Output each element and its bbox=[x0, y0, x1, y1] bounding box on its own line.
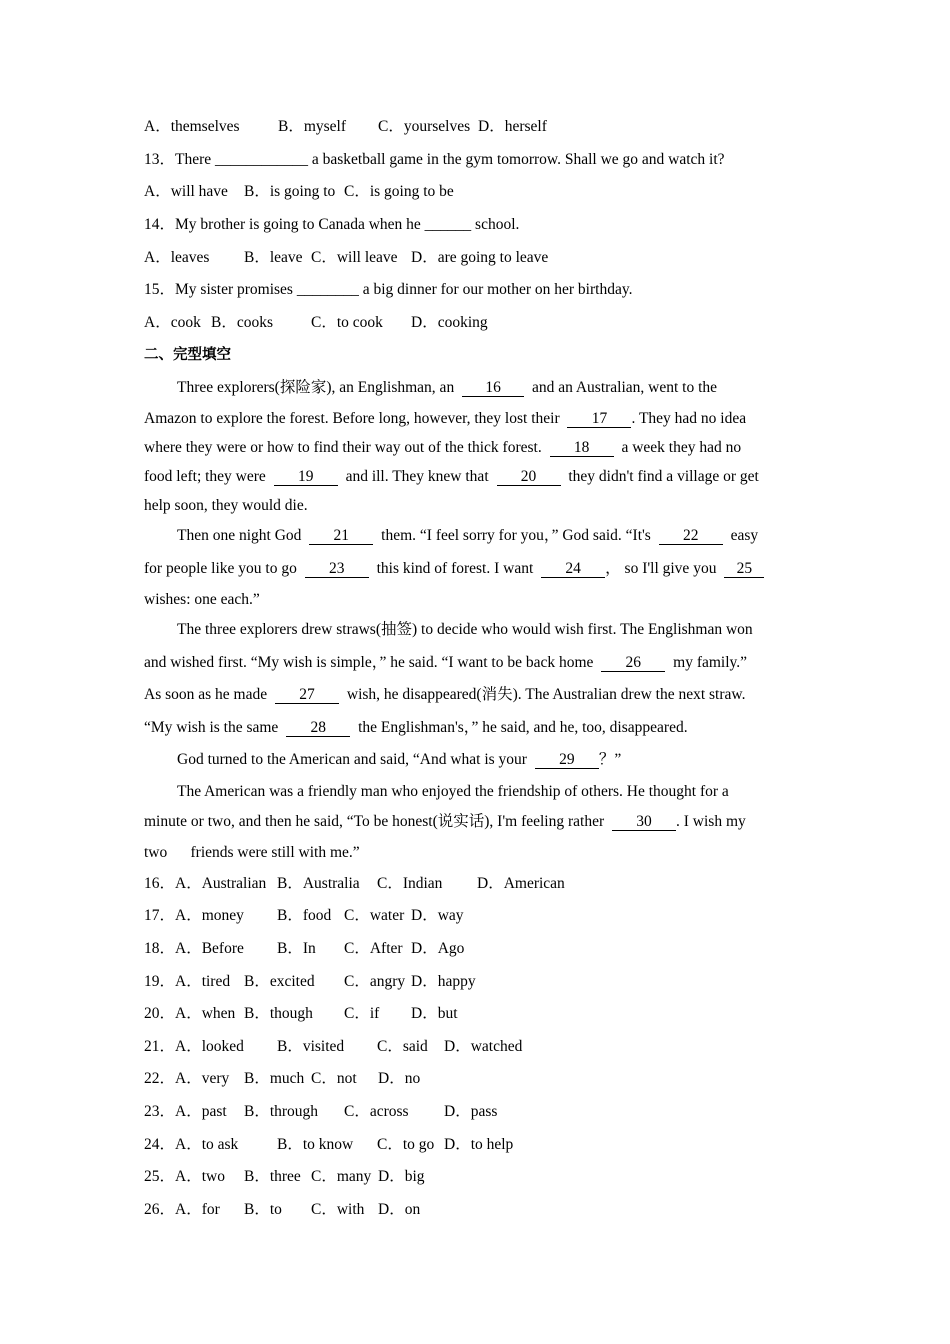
option-d: D．no bbox=[378, 1070, 421, 1087]
blank-26: 26 bbox=[601, 654, 665, 672]
option-a: 25．A．two bbox=[144, 1168, 225, 1185]
option-c: C．Indian bbox=[377, 875, 443, 892]
blank-19: 19 bbox=[274, 468, 338, 486]
passage-line bbox=[144, 438, 741, 458]
text: my family.” bbox=[673, 654, 748, 671]
text: “My wish is the same bbox=[144, 719, 279, 736]
option-a: 24．A．to ask bbox=[144, 1136, 239, 1153]
passage-line: The American was a friendly man who enjoyed the friendship of others. He thought for a bbox=[177, 783, 729, 800]
options-22 bbox=[144, 1069, 420, 1089]
option-a: 22．A．very bbox=[144, 1070, 230, 1087]
q14-text: 14．My brother is going to Canada when he ______ school. bbox=[144, 216, 520, 233]
blank-16: 16 bbox=[462, 379, 524, 397]
option-d: D．cooking bbox=[411, 314, 488, 331]
passage-line bbox=[144, 653, 747, 673]
section-title: 二、完型填空 bbox=[144, 347, 231, 363]
option-c: C．with bbox=[311, 1201, 365, 1218]
blank-25: 25 bbox=[724, 560, 764, 578]
option-a: A．will have bbox=[144, 183, 228, 200]
options-26 bbox=[144, 1200, 420, 1220]
text: God turned to the American and said, “And what is your bbox=[177, 751, 527, 768]
text: food left; they were bbox=[144, 468, 266, 485]
option-d: D．but bbox=[411, 1005, 458, 1022]
option-c: C．angry bbox=[344, 973, 406, 990]
option-c: C．is going to be bbox=[344, 183, 454, 200]
options-24 bbox=[144, 1135, 513, 1155]
option-c: C．water bbox=[344, 907, 405, 924]
option-b: B．visited bbox=[277, 1038, 345, 1055]
option-b: B．three bbox=[244, 1168, 301, 1185]
text: and an Australian, went to the bbox=[531, 379, 718, 396]
blank-28: 28 bbox=[286, 719, 350, 737]
blank-17: 17 bbox=[567, 410, 631, 428]
text: and ill. They knew that bbox=[345, 468, 489, 485]
option-d: D．to help bbox=[444, 1136, 514, 1153]
text: where they were or how to find their way out of the thick forest. bbox=[144, 439, 542, 456]
option-b: B．though bbox=[244, 1005, 313, 1022]
passage-line: help soon, they would die. bbox=[144, 497, 308, 514]
options-21 bbox=[144, 1037, 522, 1057]
option-d: D．American bbox=[477, 875, 565, 892]
option-b: B．to know bbox=[277, 1136, 354, 1153]
passage-line bbox=[144, 467, 759, 487]
option-b: B．through bbox=[244, 1103, 319, 1120]
option-d: D．pass bbox=[444, 1103, 498, 1120]
option-b: B．myself bbox=[278, 118, 347, 135]
text: As soon as he made bbox=[144, 686, 268, 703]
text: wish, he disappeared(消失). The Australian drew the next straw. bbox=[346, 686, 746, 703]
options-18 bbox=[144, 939, 464, 959]
option-b: B．cooks bbox=[211, 314, 274, 331]
option-a: 16．A．Australian bbox=[144, 875, 267, 892]
option-b: B．leave bbox=[244, 249, 303, 266]
blank-21: 21 bbox=[309, 527, 373, 545]
q13-text: 13．There ____________ a basketball game in the gym tomorrow. Shall we go and watch it? bbox=[144, 151, 725, 168]
options-25 bbox=[144, 1167, 425, 1187]
blank-23: 23 bbox=[305, 560, 369, 578]
option-a: 17．A．money bbox=[144, 907, 244, 924]
option-a: A．leaves bbox=[144, 249, 210, 266]
option-c: C．not bbox=[311, 1070, 357, 1087]
text: Then one night God bbox=[177, 527, 302, 544]
text: . I wish my bbox=[676, 813, 746, 830]
q15-text: 15．My sister promises ________ a big dinner for our mother on her birthday. bbox=[144, 281, 633, 298]
text: easy bbox=[730, 527, 759, 544]
options-20 bbox=[144, 1004, 458, 1024]
option-b: B．In bbox=[277, 940, 316, 957]
passage-line bbox=[144, 559, 764, 579]
option-c: C．if bbox=[344, 1005, 380, 1022]
option-a: A．cook bbox=[144, 314, 201, 331]
option-a: 21．A．looked bbox=[144, 1038, 244, 1055]
text: the Englishman's，” he said, and he, too, disappeared. bbox=[358, 719, 688, 736]
blank-22: 22 bbox=[659, 527, 723, 545]
option-b: B．to bbox=[244, 1201, 282, 1218]
option-c: C．to go bbox=[377, 1136, 435, 1153]
options-16 bbox=[144, 874, 565, 894]
option-d: D．way bbox=[411, 907, 464, 924]
text: they didn't find a village or get bbox=[568, 468, 759, 485]
blank-29: 29 bbox=[535, 751, 599, 769]
option-c: C．said bbox=[377, 1038, 428, 1055]
option-c: C．After bbox=[344, 940, 403, 957]
passage-line bbox=[144, 718, 688, 738]
option-b: B．is going to bbox=[244, 183, 336, 200]
passage-line bbox=[177, 526, 758, 546]
option-c: C．will leave bbox=[311, 249, 398, 266]
passage-line bbox=[144, 812, 746, 832]
text: for people like you to go bbox=[144, 560, 297, 577]
passage-line: wishes: one each.” bbox=[144, 591, 260, 608]
passage-line bbox=[177, 378, 717, 398]
text: Three explorers(探险家), an Englishman, an bbox=[177, 379, 455, 396]
option-a: 23．A．past bbox=[144, 1103, 227, 1120]
option-a: 20．A．when bbox=[144, 1005, 236, 1022]
option-a: 26．A．for bbox=[144, 1201, 220, 1218]
text: them. “I feel sorry for you，” God said. “It's bbox=[381, 527, 651, 544]
option-d: D．happy bbox=[411, 973, 476, 990]
q14-options bbox=[144, 248, 548, 268]
option-b: B．food bbox=[277, 907, 332, 924]
text: . They had no idea bbox=[631, 410, 747, 427]
text: ， so I'll give you bbox=[605, 560, 717, 577]
passage-line bbox=[177, 750, 621, 770]
text: ？” bbox=[598, 751, 622, 768]
option-d: D．Ago bbox=[411, 940, 465, 957]
option-b: B．excited bbox=[244, 973, 315, 990]
blank-18: 18 bbox=[550, 439, 614, 457]
text: Amazon to explore the forest. Before long, however, they lost their bbox=[144, 410, 560, 427]
options-23 bbox=[144, 1102, 497, 1122]
option-d: D．watched bbox=[444, 1038, 523, 1055]
option-d: D．on bbox=[378, 1201, 421, 1218]
option-c: C．across bbox=[344, 1103, 409, 1120]
q13-options bbox=[144, 182, 454, 202]
passage-line bbox=[144, 685, 745, 705]
option-a: 19．A．tired bbox=[144, 973, 231, 990]
option-a: A．themselves bbox=[144, 118, 240, 135]
options-19 bbox=[144, 972, 476, 992]
blank-30: 30 bbox=[612, 813, 676, 831]
text: minute or two, and then he said, “To be honest(说实话), I'm feeling rather bbox=[144, 813, 605, 830]
text: a week they had no bbox=[621, 439, 742, 456]
option-b: B．much bbox=[244, 1070, 305, 1087]
blank-24: 24 bbox=[541, 560, 605, 578]
passage-line: two friends were still with me.” bbox=[144, 844, 360, 861]
options-17 bbox=[144, 906, 464, 926]
option-c: C．yourselves bbox=[378, 118, 471, 135]
q12-options bbox=[144, 117, 547, 137]
blank-27: 27 bbox=[275, 686, 339, 704]
option-d: D．herself bbox=[478, 118, 547, 135]
option-d: D．big bbox=[378, 1168, 425, 1185]
option-c: C．many bbox=[311, 1168, 372, 1185]
passage-line bbox=[144, 409, 746, 429]
option-d: D．are going to leave bbox=[411, 249, 549, 266]
passage-line: The three explorers drew straws(抽签) to decide who would wish first. The Englishman won bbox=[177, 621, 753, 638]
option-b: B．Australia bbox=[277, 875, 360, 892]
blank-20: 20 bbox=[497, 468, 561, 486]
text: and wished first. “My wish is simple，” he said. “I want to be back home bbox=[144, 654, 594, 671]
option-c: C．to cook bbox=[311, 314, 383, 331]
q15-options bbox=[144, 313, 488, 333]
option-a: 18．A．Before bbox=[144, 940, 244, 957]
text: this kind of forest. I want bbox=[376, 560, 534, 577]
